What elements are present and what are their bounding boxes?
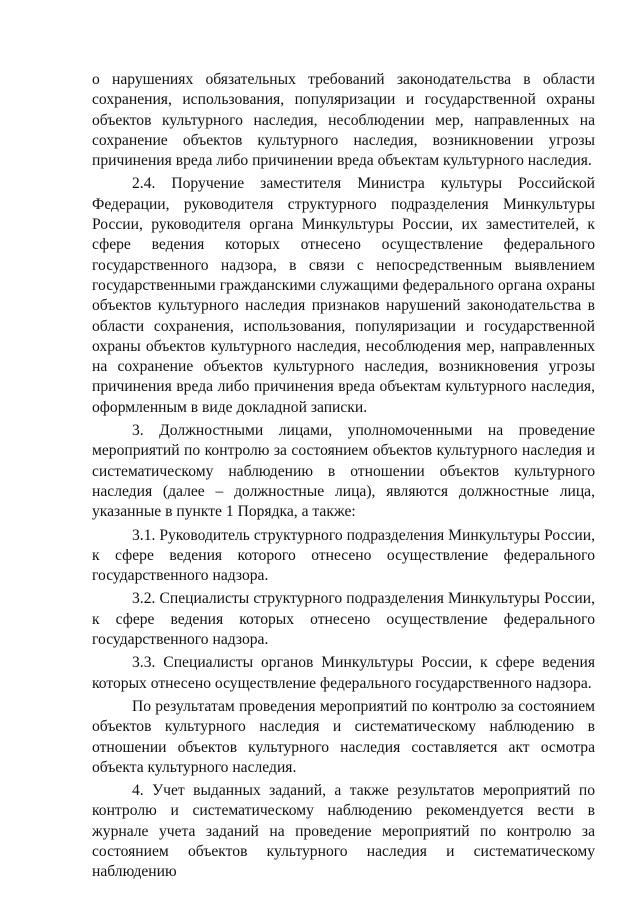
paragraph-continuation: о нарушениях обязательных требований законодательства в области сохранения, использования, популяризации и государственной охраны объектов культурного наследия, несоблюдении мер, направленных на сохранение объектов культурного наследия, возникновении угрозы причинения вреда либо причинении вреда объектам культурного наследия.	[92, 71, 595, 170]
paragraph-2-4: 2.4. Поручение заместителя Министра культуры Российской Федерации, руководителя структурного подразделения Минкультуры России, руководителя органа Минкультуры России, их заместителей, к сфере ведения которых отнесено осуществление федерального государственного надзора, в связи с непосредственным выявлением государственными гражданскими служащими федерального органа охраны объектов культурного наследия признаков нарушений законодательства в области сохранения, использования, популяризации и государственной охраны объектов культурного наследия, несоблюдения мер, направленных на сохранение объектов культурного наследия, возникновения угрозы причинения вреда либо причинения вреда объектам культурного наследия, оформленным в виде докладной записки.	[92, 175, 595, 416]
paragraph-3-3: 3.3. Специалисты органов Минкультуры России, к сфере ведения которых отнесено осуществление федерального государственного надзора.	[92, 654, 595, 692]
paragraph-3-2: 3.2. Специалисты структурного подразделения Минкультуры России, к сфере ведения которых отнесено осуществление федерального государственного надзора.	[92, 590, 595, 649]
paragraph-3-1: 3.1. Руководитель структурного подразделения Минкультуры России, к сфере ведения которого отнесено осуществление федерального государственного надзора.	[92, 526, 595, 585]
paragraph-3: 3. Должностными лицами, уполномоченными на проведение мероприятий по контролю за состоянием объектов культурного наследия и систематическому наблюдению в отношении объектов культурного наследия (далее – должностные лица), являются должностные лица, указанные в пункте 1 Порядка, а также:	[92, 422, 595, 521]
paragraph-results: По результатам проведения мероприятий по контролю за состоянием объектов культурного наследия и систематическому наблюдению в отношении объектов культурного наследия составляется акт осмотра объекта культурного наследия.	[92, 697, 595, 776]
paragraph-4: 4. Учет выданных заданий, а также результатов мероприятий по контролю и систематическому наблюдению рекомендуется вести в журнале учета заданий на проведение мероприятий по контролю за состоянием объектов культурного наследия и систематическому наблюдению	[92, 782, 595, 881]
document-page	[92, 70, 595, 883]
